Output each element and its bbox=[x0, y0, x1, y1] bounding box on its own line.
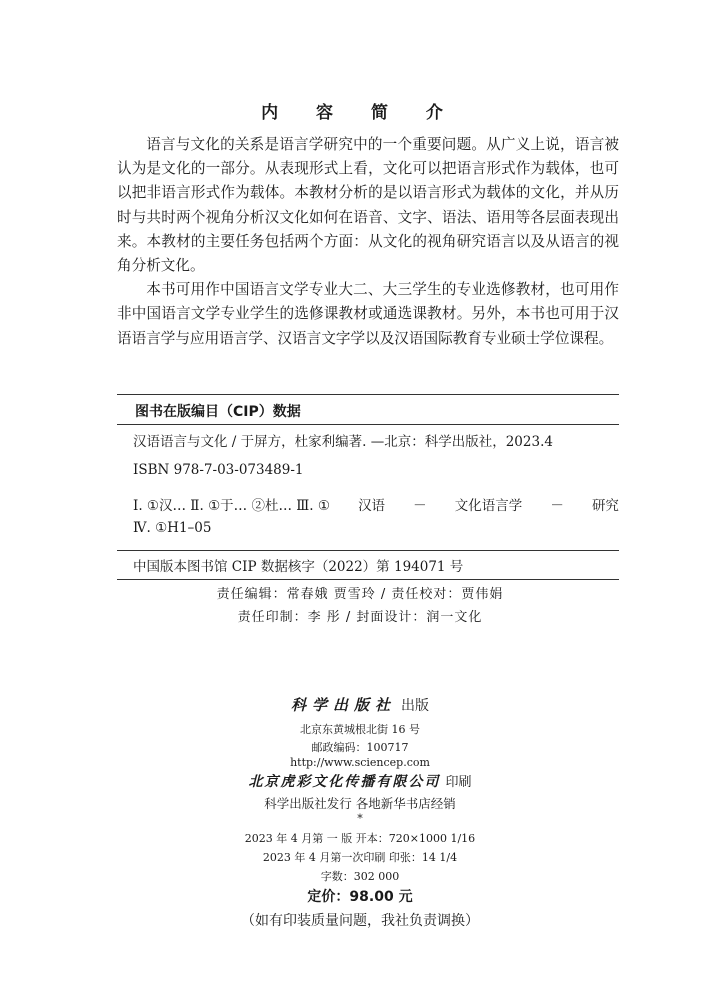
cip-isbn: ISBN 978-7-03-073489-1 bbox=[133, 462, 304, 478]
printing-info: 2023 年 4 月第一次印刷 印张：14 1/4 bbox=[262, 851, 458, 864]
cip-class-part: 研究 bbox=[591, 498, 619, 514]
cip-bibliographic-line: 汉语语言与文化 / 于屏方，杜家利编著. —北京：科学出版社，2023.4 bbox=[133, 434, 553, 450]
edition-info: 2023 年 4 月第 一 版 开本：720×1000 1/16 bbox=[244, 832, 476, 845]
cip-bottom-rule bbox=[117, 579, 619, 580]
publisher-postcode: 邮政编码：100717 bbox=[311, 741, 409, 754]
publisher-url: http://www.sciencep.com bbox=[290, 756, 430, 769]
cip-record-rule bbox=[117, 550, 619, 551]
cip-top-rule bbox=[117, 394, 619, 395]
cip-class-part: Ⅰ. ①汉… Ⅱ. ①于… ②杜… Ⅲ. ① bbox=[133, 498, 330, 514]
cip-class-part: 文化语言学 bbox=[454, 498, 523, 514]
printer-name: 北京虎彩文化传播有限公司 bbox=[248, 774, 441, 790]
cip-class-part: － bbox=[550, 498, 564, 514]
intro-text bbox=[117, 133, 619, 351]
quality-notice: （如有印装质量问题，我社负责调换） bbox=[241, 913, 479, 929]
section-title: 内 容 简 介 bbox=[261, 103, 459, 123]
separator-star: * bbox=[357, 812, 363, 825]
cip-class-part: 汉语 bbox=[358, 498, 386, 514]
printer-role: 印刷 bbox=[445, 775, 472, 790]
word-count: 字数：302 000 bbox=[320, 870, 400, 883]
distribution: 科学出版社发行 各地新华书店经销 bbox=[264, 796, 456, 811]
publisher-role: 出版 bbox=[401, 698, 430, 714]
credits-line-2: 责任印制：李 彤 / 封面设计：润一文化 bbox=[237, 610, 483, 625]
credits-line-1: 责任编辑：常春娥 贾雪玲 / 责任校对：贾伟娟 bbox=[216, 587, 504, 602]
cip-class-line-2: Ⅳ. ①H1–05 bbox=[133, 520, 212, 536]
intro-paragraph-1: 语言与文化的关系是语言学研究中的一个重要问题。从广义上说，语言被认为是文化的一部分。从表现形式上看，文化可以把语言形式作为载体，也可以把非语言形式作为载体。本教材分析的是以语言形式为载体的文化，并从历时与共时两个视角分析汉文化如何在语音、文字、语法、语用等各层面表现出来。本教材的主要任务包括两个方面：从文化的视角研究语言以及从语言的视角分析文化。 bbox=[117, 136, 619, 275]
cip-heading-rule bbox=[117, 424, 619, 425]
cip-record: 中国版本图书馆 CIP 数据核字（2022）第 194071 号 bbox=[133, 559, 464, 575]
cip-class-part: － bbox=[413, 498, 427, 514]
printer-line bbox=[0, 771, 720, 791]
publisher-address: 北京东黄城根北街 16 号 bbox=[300, 723, 420, 736]
publisher-logo-text: 科学出版社 bbox=[290, 696, 396, 714]
intro-paragraph-2: 本书可用作中国语言文学专业大二、大三学生的专业选修教材，也可用作非中国语言文学专业学生的选修课教材或通选课教材。另外，本书也可用于汉语语言学与应用语言学、汉语言文字学以及汉语国际教育专业硕士学位课程。 bbox=[117, 281, 619, 347]
publisher-line bbox=[0, 694, 720, 715]
cip-heading: 图书在版编目（CIP）数据 bbox=[135, 404, 301, 420]
cip-classification bbox=[133, 494, 619, 514]
price: 定价：98.00 元 bbox=[307, 889, 413, 905]
